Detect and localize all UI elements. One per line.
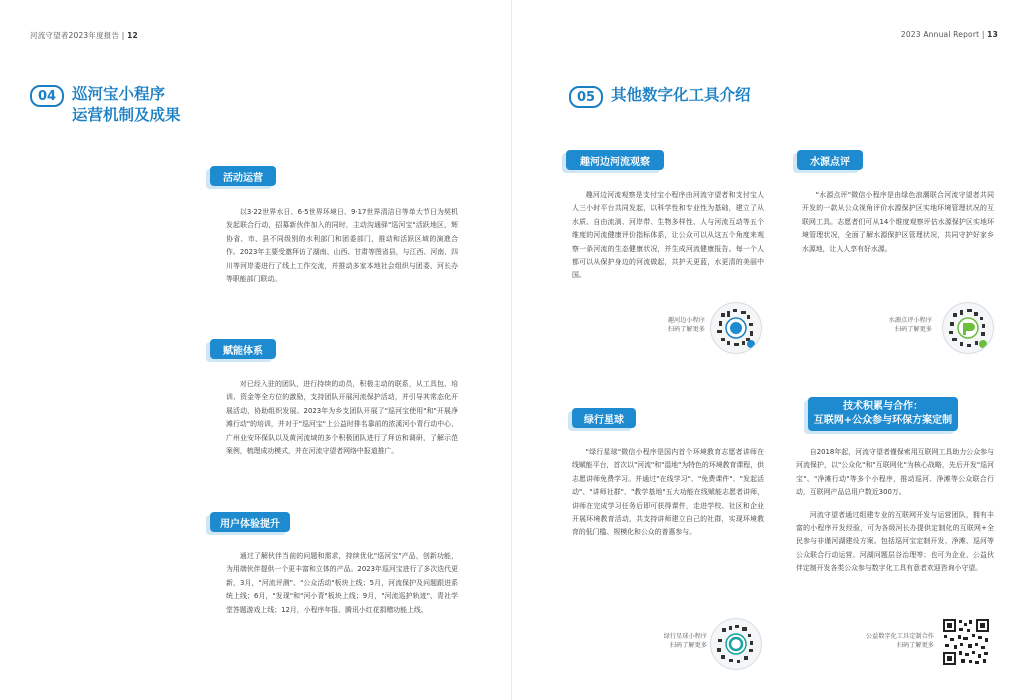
activity-operation-text xyxy=(226,206,458,286)
right-page xyxy=(512,0,1024,700)
paragraph: 趣河边河流观察是支付宝小程序由河流守望者和支付宝人人三小时平台共同发起，以科学性和专业性为基础，建立了从水质、自由流淌、河岸带、生物多样性、人与河流互动等五个维度的河流健康评价指标体系，让公众可以从这五个角度来观察一条河流的生态健康状况，并生成河流健康报告。每一个人都可以从保护身边的河流做起，共护天更蓝，水更清的美丽中国。 xyxy=(572,191,764,280)
section-04-heading xyxy=(30,84,181,126)
qr-caption-line2: 扫码了解更多 xyxy=(667,326,705,333)
tag-line1: 技术积累与合作： xyxy=(843,401,923,412)
paragraph: "绿行星球"微信小程序是国内首个环境教育志愿者讲师在线赋能平台，首次以"河流"和"湿地"为特色的环境教育课程，供志愿讲师免费学习。并通过"在线学习"、"免费课件"、"发起活动"、"讲师社群"、"教学基地"五大功能在线赋能志愿者讲师，讲师在完成学习任务后即可获得课件，走进学校、社区和企业开展环境教育活动，共支持讲师建立自己的社群，实现环境教育的低门槛、规模化和公众的普惠参与。 xyxy=(572,448,764,537)
section-number-badge: 05 xyxy=(569,86,603,108)
qr-caption-quhebian xyxy=(627,316,705,334)
user-experience-text xyxy=(226,550,458,617)
tag-empowerment-system: 赋能体系 xyxy=(210,339,276,359)
green-planet-text xyxy=(572,446,764,540)
qr-caption-line1: 趣河边小程序 xyxy=(667,317,705,324)
mini-program-code-icon xyxy=(943,303,993,353)
tag-line2: 互联网+公众参与环保方案定制 xyxy=(813,415,953,426)
paragraph: 河流守望者通过组建专业的互联网开发与运营团队，拥有丰富的小程序开发经验，可为各级河长办提供定制化的互联网+全民参与非谨河湖建设方案。包括巡河宝定制开发、净滩、巡河等公众联合行动运营、河湖问题层谷治理等；也可为企业、公益伙伴定制开发各类公众参与数字化工具有意者欢迎咨询小守望。 xyxy=(796,510,994,573)
running-head-title: 河流守望者2023年度报告 xyxy=(30,31,120,40)
paragraph: "水源点评"微信小程序是由绿色浪潮联合河流守望者共同开发的一款从公众视角评价水源保护区实地环境管理状况的互联网工具。志愿者们可从14个维度观察评估水源保护区实地环境管理状况，全面了解水源保护区管理状况，共同守护好家乡水源地，让人人享有好水源。 xyxy=(802,191,994,253)
qr-caption-line2: 扫码了解更多 xyxy=(894,326,932,333)
right-running-head: 2023 Annual Report | 13 xyxy=(900,30,998,39)
page-number: 12 xyxy=(127,31,138,40)
qr-caption-line2: 扫码了解更多 xyxy=(669,642,707,649)
qr-caption-line1: 公益数字化工具定制合作 xyxy=(865,633,934,640)
mini-program-code-icon xyxy=(711,303,761,353)
running-head-title: 2023 Annual Report xyxy=(900,30,980,39)
tag-water-source-review: 水源点评 xyxy=(797,150,863,170)
section-05-heading xyxy=(569,85,751,108)
section-title: 其他数字化工具介绍 xyxy=(611,86,751,104)
qr-caption-green-planet xyxy=(627,632,707,650)
page-number: 13 xyxy=(987,30,998,39)
qr-code-icon xyxy=(942,618,990,666)
qr-caption-line1: 绿行星球小程序 xyxy=(663,633,707,640)
section-number-badge: 04 xyxy=(30,85,64,107)
tag-green-planet: 绿行星球 xyxy=(572,408,636,428)
qr-caption-water-source xyxy=(852,316,932,334)
paragraph: 通过了解伙伴当前的问题和需求，持续优化"巡河宝"产品，创新功能，为用端伙伴提供一个更丰富和立体的产品。2023年巡河宝进行了多次迭代更新，3月，"河流评测"、"公众活动"板块上线；5月，河流保护及问题跟进系统上线；6月，"发现"和"河小青"板块上线；9月，"河流巡护轨迹"、青社学堂答题游戏上线；12月，小程序年报、腾讯小红花捐赠功能上线。 xyxy=(226,552,458,614)
paragraph: 以3·22世界水日、6·5世界环境日、9·17世界清洁日等单大节日为契机发起联合行动，招募新伙伴加入的同时，主动沟通驿"巡河宝"活跃地区，辉协省、市、县不同级别的水利部门和团委部门，推动和活跃区域的演進合作。2023年主要受邀拜访了湖南、山西、甘肃等图省县，与江西、河南、四川等河岸委进行了线上工作交流，并推动多家本地社会组织与团委、河长办等职能部门联动。 xyxy=(226,208,458,284)
left-running-head: 河流守望者2023年度报告 | 12 xyxy=(30,31,138,40)
qr-code-quhebian[interactable] xyxy=(710,302,762,354)
section-title xyxy=(72,84,181,126)
qr-code-custom-cooperation[interactable] xyxy=(942,618,990,666)
qr-caption-line2: 扫码了解更多 xyxy=(896,642,934,649)
qr-code-green-planet[interactable] xyxy=(710,618,762,670)
tech-cooperation-text xyxy=(796,446,994,576)
section-title-line2: 运营机制及成果 xyxy=(72,106,181,124)
paragraph: 自2018年起，河流守望者僅保索用互联网工具助力公众参与河流保护，以"公众化"和"互联网化"为核心战略，先后开发"巡河宝"、"净滩行动"等多个小程序，推动巡河、净滩等公众联合行动，互联网产品总用户数近300万。 xyxy=(796,448,994,497)
section-title-line1: 巡河宝小程序 xyxy=(72,85,166,103)
mini-program-code-icon xyxy=(711,619,761,669)
qr-code-water-source[interactable] xyxy=(942,302,994,354)
water-source-review-text xyxy=(802,189,994,256)
tag-user-experience: 用户体验提升 xyxy=(210,512,290,532)
quhebian-text xyxy=(572,189,764,283)
tag-quhebian: 趣河边河流观察 xyxy=(566,150,664,170)
qr-caption-line1: 水源点评小程序 xyxy=(888,317,932,324)
qr-caption-custom-cooperation xyxy=(842,632,934,650)
tag-activity-operation: 活动运营 xyxy=(210,166,276,186)
paragraph: 对已经入驻的团队，进行持续的动员，积极主动的联系，从工具包、培训、资金等全方位的激励，支持团队开展河流保护活动，并引导其常态化开展活动，协助组织发展。2023年为乡支团队开展了"巡河宝使用"和"开展净滩行动"的培训，并对于"巡河宝"上公益时排名靠前的浓溪河小青行动中心、广州业安环保队以及黄河流域的多个积极团队进行了拜访和调研，了解示范案例，梳理成功模式，并在河流守望者网络中报道推广。 xyxy=(226,380,458,456)
empowerment-system-text xyxy=(226,378,458,458)
tag-tech-cooperation xyxy=(808,397,958,431)
